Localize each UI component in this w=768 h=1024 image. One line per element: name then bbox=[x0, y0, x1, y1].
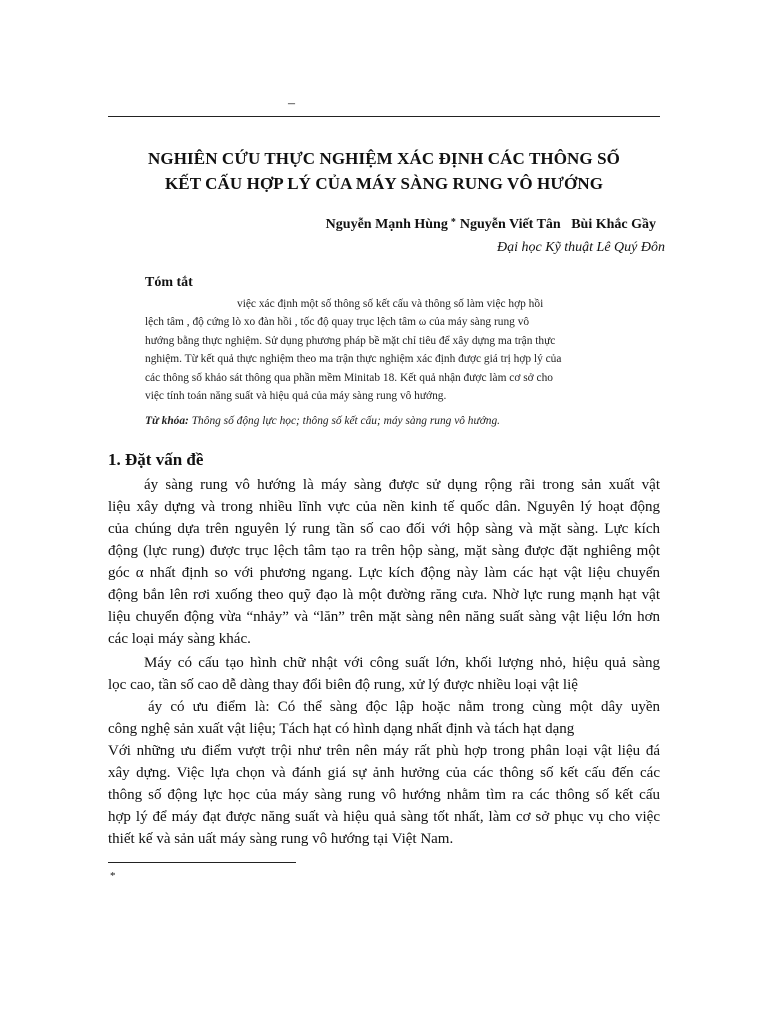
author-list bbox=[326, 214, 656, 234]
abstract-line: việc xác định một số thông số kết cấu và thông số làm việc hợp hồi bbox=[237, 298, 544, 310]
body-line: công nghệ sản xuất vật liệu; Tách hạt có hình dạng nhất định và tách hạt dạng bbox=[108, 721, 575, 737]
body-line: thiết kế và sản uất máy sàng rung vô hướng tại Việt Nam. bbox=[108, 831, 454, 847]
keywords-text: Thông số động lực học; thông số kết cấu; máy sàng rung vô hướng. bbox=[191, 415, 501, 427]
footnote-rule bbox=[108, 862, 296, 863]
abstract-text bbox=[145, 295, 623, 405]
abstract-line: nghiệm. Từ kết quả thực nghiệm theo ma trận thực nghiệm xác định được giá trị hợp lý của bbox=[145, 353, 562, 366]
body-line: liệu chuyển động vừa “nhảy” và “lăn” trên mặt sàng nên năng suất sàng vật liệu lớn hơn bbox=[108, 609, 660, 625]
keywords-label: Từ khóa: bbox=[145, 415, 189, 427]
body-line: Với những ưu điểm vượt trội như trên nên máy rất phù hợp trong phân loại vật liệu đá bbox=[108, 743, 660, 759]
body-line: liệu xây dựng và trong nhiều lĩnh vực của nền kinh tế quốc dân. Nguyên lý hoạt động bbox=[108, 499, 660, 515]
abstract-line: các thông số khảo sát thông qua phần mềm Minitab 18. Kết quả nhận được làm cơ sở cho bbox=[145, 371, 553, 384]
section-heading: 1. Đặt vấn đề bbox=[108, 450, 204, 469]
title-line-2: KẾT CẤU HỢP LÝ CỦA MÁY SÀNG RUNG VÔ HƯỚNG bbox=[164, 174, 604, 193]
body-line: động (lực rung) được trục lệch tâm tạo ra trên hộp sàng, mặt sàng được đặt nghiêng một bbox=[108, 543, 660, 559]
keywords bbox=[145, 413, 625, 429]
running-header-mark: – bbox=[288, 96, 295, 111]
author-1: Nguyễn Mạnh Hùng bbox=[325, 217, 448, 232]
body-line: thông số động lực học của máy sàng rung vô hướng nhằm tìm ra các thông số kết cấu bbox=[108, 787, 660, 803]
body-line: của chúng dựa trên nguyên lý rung tần số cao đối với hộp sàng và mặt sàng. Lực kích bbox=[108, 521, 660, 537]
body-line: áy sàng rung vô hướng là máy sàng được sử dụng rộng rãi trong sản xuất vật bbox=[144, 477, 660, 493]
author-3: Bùi Khắc Gầy bbox=[571, 217, 656, 232]
body-line: áy có ưu điểm là: Có thể sàng độc lập hoặc nằm trong cùng một dây uyền bbox=[148, 699, 660, 715]
paper-title bbox=[108, 146, 660, 196]
abstract-heading: Tóm tắt bbox=[145, 275, 193, 290]
footnote-mark: * bbox=[110, 870, 116, 882]
author-2: Nguyễn Viết Tân bbox=[459, 217, 561, 232]
body-line: các loại máy sàng khác. bbox=[108, 631, 251, 647]
body-line: hợp lý để máy đạt được năng suất và hiệu quả sàng tốt nhất, làm cơ sở phục vụ cho việc bbox=[108, 809, 660, 825]
abstract-line: lệch tâm , độ cứng lò xo đàn hồi , tốc độ quay trục lệch tâm ω của máy sàng rung vô bbox=[145, 316, 530, 329]
section-body bbox=[108, 474, 660, 850]
body-line: góc α nhất định so với phương ngang. Lực kích động này làm các hạt vật liệu chuyển bbox=[108, 565, 660, 581]
body-line: động bắn lên rơi xuống theo quỹ đạo là một đường răng cưa. Nhờ lực rung mạnh hạt vật bbox=[108, 587, 660, 603]
body-line: lọc cao, tần số cao dễ dàng thay đổi biên độ rung, xử lý được nhiều loại vật liệ bbox=[108, 677, 578, 693]
body-line: xây dựng. Việc lựa chọn và đánh giá sự ảnh hưởng của các thông số kết cấu đến các bbox=[108, 765, 660, 781]
author-affiliation: Đại học Kỹ thuật Lê Quý Đôn bbox=[497, 240, 665, 255]
abstract-line: hướng bằng thực nghiệm. Sử dụng phương pháp bề mặt chỉ tiêu để xây dựng ma trận thực bbox=[145, 334, 556, 347]
abstract-line: việc tính toán năng suất và hiệu quả của máy sàng rung vô hướng. bbox=[145, 390, 447, 403]
body-line: Máy có cấu tạo hình chữ nhật với công suất lớn, khối lượng nhỏ, hiệu quả sàng bbox=[144, 655, 660, 671]
header-rule bbox=[108, 116, 660, 117]
corresponding-author-marker: * bbox=[450, 217, 456, 228]
title-line-1: NGHIÊN CỨU THỰC NGHIỆM XÁC ĐỊNH CÁC THÔNG SỐ bbox=[148, 149, 620, 168]
